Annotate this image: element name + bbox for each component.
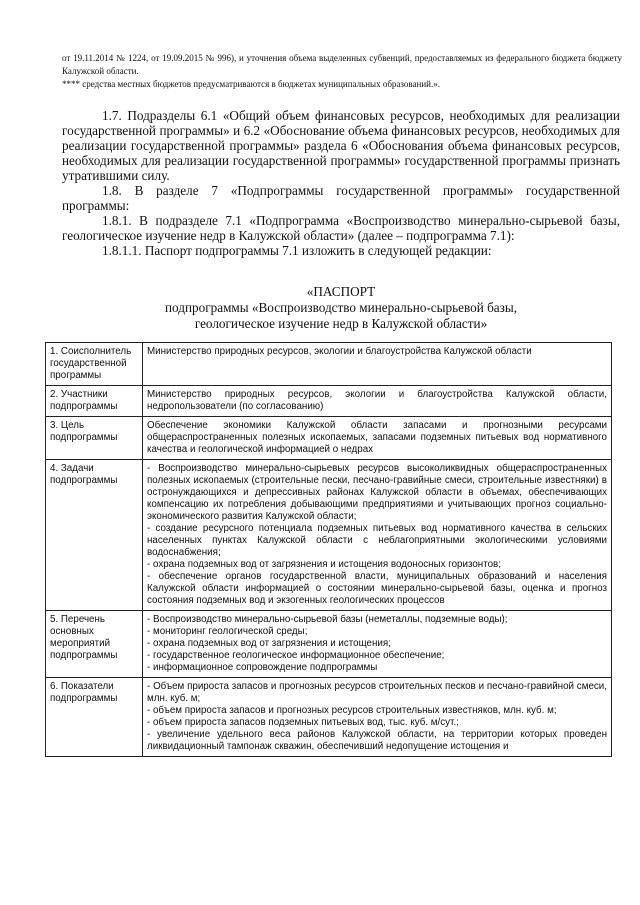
passport-row-content [143, 678, 612, 757]
passport-row-item: - государственное геологическое информационное обеспечение; [147, 650, 445, 661]
passport-row [46, 611, 612, 678]
paragraph-1-8: 1.8. В разделе 7 «Подпрограммы государственной программы» государственной программы: [62, 183, 620, 213]
passport-row-content [143, 460, 612, 611]
paragraph-1-8-1: 1.8.1. В подразделе 7.1 «Подпрограмма «Воспроизводство минерально-сырьевой базы, геологическое изучение недр в Калужской области» (далее – подпрограмма 7.1): [62, 213, 620, 243]
passport-row-label: 4. Задачи подпрограммы [46, 460, 143, 611]
footnote-line-1: от 19.11.2014 № 1224, от 19.09.2015 № 996), и уточнения объема выделенных субвенций, предоставляемых из федерального бюджета бюджету Калужской области. [62, 53, 622, 76]
passport-row [46, 460, 612, 611]
passport-heading [62, 284, 620, 332]
passport-subtitle-line-2: геологическое изучение недр в Калужской области» [194, 316, 488, 331]
passport-row-content [143, 611, 612, 678]
passport-row-item: Министерство природных ресурсов, экологии и благоустройства Калужской области, недропользователи (по согласованию) [147, 389, 607, 412]
passport-row-item: Обеспечение экономики Калужской области запасами и прогнозными ресурсами общераспространенных полезных ископаемых, запасами подземных питьевых вод нормативного качества и геологической информацией о недрах [147, 420, 607, 455]
passport-row-label: 2. Участники подпрограммы [46, 386, 143, 417]
passport-row-item: - Воспроизводство минерально-сырьевых ресурсов высоколиквидных общераспространенных полезных ископаемых (строительные пески, песчано-гравийные смеси, строительные известняки) в остронуждающихся и депрессивных районах Калужской области в объемах, обеспечивающих компенсацию их потребления добывающими предприятиями и учитывающих прогноз социально-экономического развития Калужской области; [147, 463, 607, 522]
passport-row-content [143, 417, 612, 460]
passport-row-item: - информационное сопровождение подпрограммы [147, 662, 378, 673]
passport-row-content [143, 343, 612, 386]
passport-row [46, 386, 612, 417]
amendment-paragraphs [62, 108, 620, 258]
passport-row-item: - охрана подземных вод от загрязнения и истощения; [147, 638, 391, 649]
passport-table [45, 342, 612, 757]
passport-row-label: 3. Цель подпрограммы [46, 417, 143, 460]
passport-row [46, 343, 612, 386]
passport-subtitle-line-1: подпрограммы «Воспроизводство минерально-сырьевой базы, [164, 300, 517, 315]
passport-row-item: - Объем прироста запасов и прогнозных ресурсов строительных песков и песчано-гравийной смеси, млн. куб. м; [147, 681, 607, 704]
footnote-block [62, 52, 622, 91]
passport-row-item: - объем прироста запасов и прогнозных ресурсов строительных известняков, млн. куб. м; [147, 705, 557, 716]
footnote-line-2: **** средства местных бюджетов предусматриваются в бюджетах муниципальных образований.». [62, 79, 440, 89]
passport-row-item: - создание ресурсного потенциала подземных питьевых вод нормативного качества в сельских населенных пунктах Калужской области с неблагоприятными экологическими условиями водоснабжения; [147, 523, 607, 558]
passport-row-item: - увеличение удельного веса районов Калужской области, на территории которых проведен ликвидационный тампонаж скважин, обеспечивший недопущение истощения и [147, 729, 607, 752]
passport-row-item: - Воспроизводство минерально-сырьевой базы (неметаллы, подземные воды); [147, 614, 508, 625]
passport-row-item: - охрана подземных вод от загрязнения и истощения водоносных горизонтов; [147, 559, 501, 570]
passport-row-item: - обеспечение органов государственной власти, муниципальных образований и населения Калужской области информацией о состоянии минерально-сырьевой базы, оценка и прогноз состояния подземных вод и экзогенных геологических процессов [147, 571, 607, 606]
passport-row-item: - мониторинг геологической среды; [147, 626, 308, 637]
passport-row-item: - объем прироста запасов подземных питьевых вод, тыс. куб. м/сут.; [147, 717, 459, 728]
passport-row-label: 1. Соисполнитель государственной программы [46, 343, 143, 386]
passport-row-label: 6. Показатели подпрограммы [46, 678, 143, 757]
passport-row [46, 417, 612, 460]
paragraph-1-8-1-1: 1.8.1.1. Паспорт подпрограммы 7.1 изложить в следующей редакции: [102, 243, 492, 258]
passport-title: «ПАСПОРТ [306, 284, 376, 299]
paragraph-1-7: 1.7. Подразделы 6.1 «Общий объем финансовых ресурсов, необходимых для реализации государственной программы» и 6.2 «Обоснование объема финансовых ресурсов, необходимых для реализации государственной программы» раздела 6 «Обоснования объема финансовых ресурсов, необходимых для реализации государственной программы» государственной программы признать утратившими силу. [62, 108, 620, 183]
passport-row-label: 5. Перечень основных мероприятий подпрограммы [46, 611, 143, 678]
passport-row [46, 678, 612, 757]
passport-row-item: Министерство природных ресурсов, экологии и благоустройства Калужской области [147, 346, 532, 357]
passport-row-content [143, 386, 612, 417]
